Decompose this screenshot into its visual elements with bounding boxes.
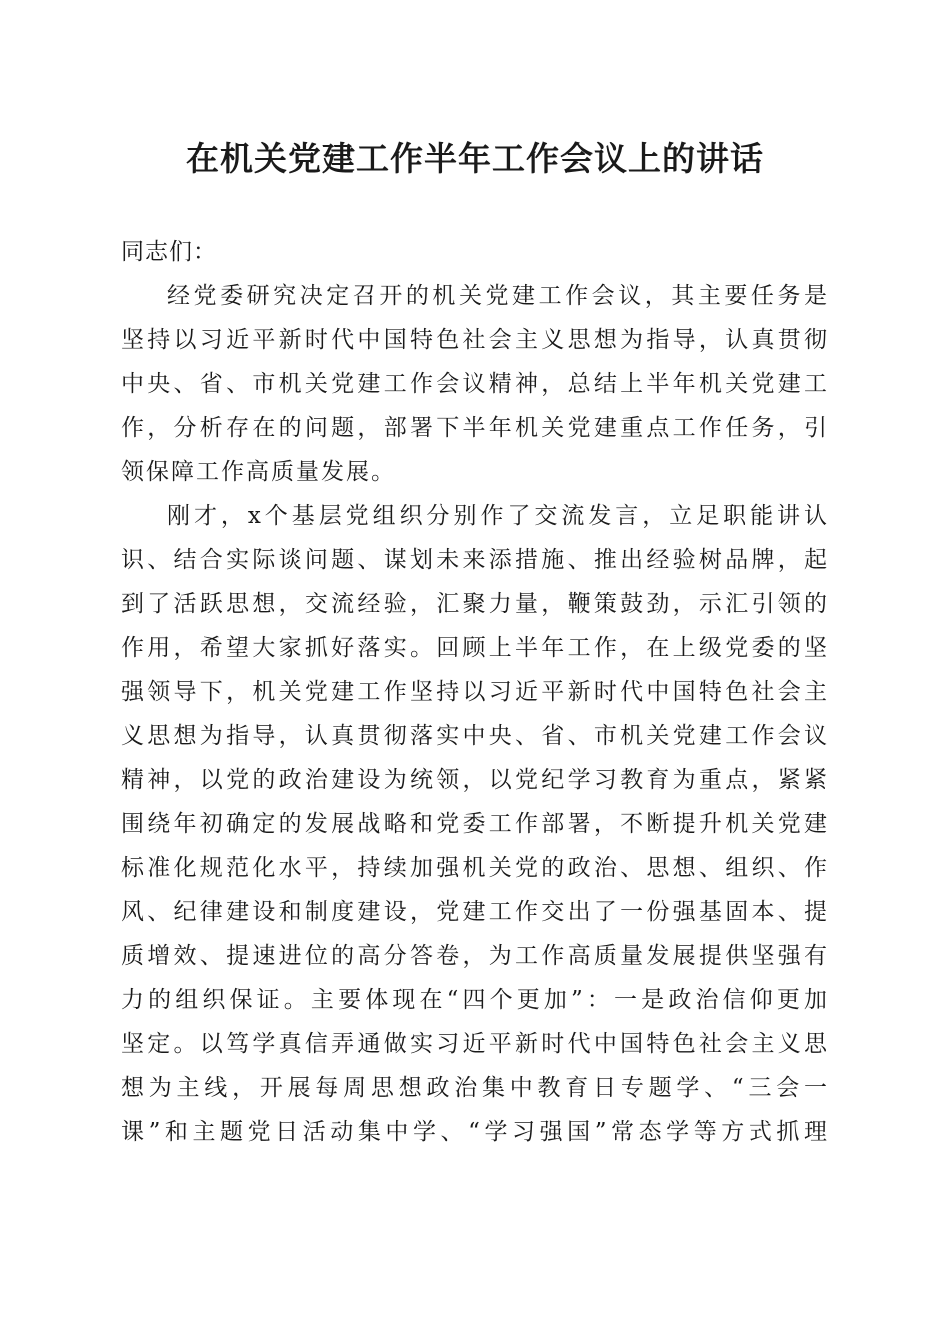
text-line: 到了活跃思想，交流经验，汇聚力量，鞭策鼓劲，示汇引领的 — [121, 591, 827, 617]
text-line: 标准化规范化水平，持续加强机关党的政治、思想、组织、作 — [121, 855, 827, 881]
document-title: 在机关党建工作半年工作会议上的讲话 — [186, 139, 764, 178]
text-line: 坚持以习近平新时代中国特色社会主义思想为指导，认真贯彻 — [121, 327, 827, 353]
text-line: 识、结合实际谈问题、谋划未来添措施、推出经验树品牌，起 — [121, 547, 827, 573]
paragraph-2 — [121, 494, 827, 1154]
text-line: 力的组织保证。主要体现在“四个更加”：一是政治信仰更加 — [121, 987, 827, 1013]
text-line: 领保障工作高质量发展。 — [121, 459, 396, 485]
text-line: 精神，以党的政治建设为统领，以党纪学习教育为重点，紧紧 — [121, 767, 827, 793]
document-body — [121, 230, 827, 1154]
text-line: 刚才，x个基层党组织分别作了交流发言，立足职能讲认 — [167, 503, 827, 529]
text-line: 围绕年初确定的发展战略和党委工作部署，不断提升机关党建 — [121, 811, 827, 837]
text-line: 质增效、提速进位的高分答卷，为工作高质量发展提供坚强有 — [121, 943, 827, 969]
text-line: 强领导下，机关党建工作坚持以习近平新时代中国特色社会主 — [121, 679, 827, 705]
text-line: 课”和主题党日活动集中学、“学习强国”常态学等方式抓理 — [121, 1119, 827, 1145]
text-line: 想为主线，开展每周思想政治集中教育日专题学、“三会一 — [121, 1075, 827, 1101]
paragraph-1 — [121, 274, 827, 494]
text-line: 经党委研究决定召开的机关党建工作会议，其主要任务是 — [167, 283, 827, 309]
text-line: 中央、省、市机关党建工作会议精神，总结上半年机关党建工 — [121, 371, 827, 397]
text-line: 作，分析存在的问题，部署下半年机关党建重点工作任务，引 — [121, 415, 827, 441]
text-line: 作用，希望大家抓好落实。回顾上半年工作，在上级党委的坚 — [121, 635, 827, 661]
text-line: 义思想为指导，认真贯彻落实中央、省、市机关党建工作会议 — [121, 723, 827, 749]
salutation: 同志们： — [121, 239, 217, 265]
text-line: 风、纪律建设和制度建设，党建工作交出了一份强基固本、提 — [121, 899, 827, 925]
text-line: 坚定。以笃学真信弄通做实习近平新时代中国特色社会主义思 — [121, 1031, 827, 1057]
